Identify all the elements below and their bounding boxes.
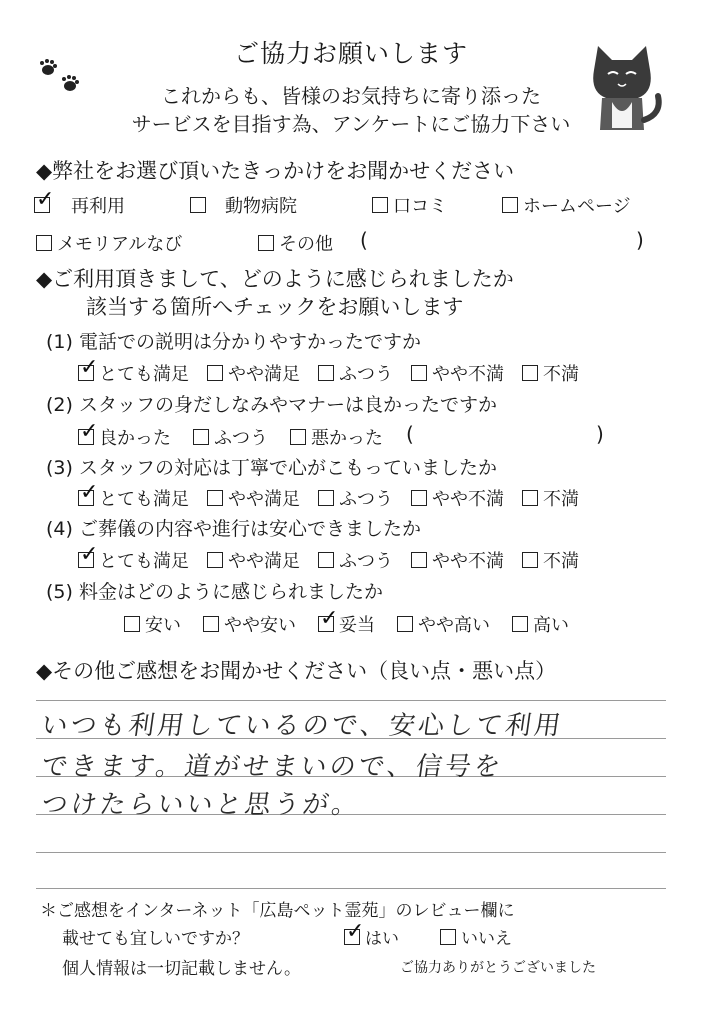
q3-somewhat-satisfied[interactable]: やや満足 <box>207 485 300 511</box>
intro-line-1: これからも、皆様のお気持ちに寄り添った <box>161 84 541 108</box>
option-reuse[interactable]: ✓ 再利用 <box>36 187 125 217</box>
writing-line <box>36 852 666 853</box>
writing-line <box>36 888 666 889</box>
q4-dissatisfied[interactable]: 不満 <box>522 547 579 573</box>
q5-somewhat-expensive[interactable]: やや高い <box>397 611 490 637</box>
q1-somewhat-satisfied[interactable]: やや満足 <box>207 360 300 386</box>
option-word-of-mouth[interactable]: 口コミ <box>372 192 447 218</box>
checkbox[interactable] <box>372 197 388 213</box>
q3-somewhat-dissatisfied[interactable]: やや不満 <box>411 485 504 511</box>
question-1: (1) 電話での説明は分かりやすかったですか <box>46 331 421 353</box>
consent-no[interactable]: いいえ <box>440 924 512 949</box>
q4-options <box>78 542 579 573</box>
question-5: (5) 料金はどのように感じられましたか <box>46 581 383 603</box>
section-heading-reason: ◆弊社をお選び頂いたきっかけをお聞かせください <box>36 159 515 183</box>
handwritten-comment-line-1: いつも利用しているので、安心して利用 <box>39 711 566 741</box>
q3-options <box>78 480 579 511</box>
q5-expensive[interactable]: 高い <box>512 611 569 637</box>
q3-very-satisfied[interactable]: ✓ とても満足 <box>80 480 189 510</box>
q4-somewhat-dissatisfied[interactable]: やや不満 <box>411 547 504 573</box>
other-close-paren: ) <box>636 228 644 252</box>
q5-reasonable[interactable]: ✓ 妥当 <box>320 606 375 636</box>
option-homepage[interactable]: ホームページ <box>502 192 631 218</box>
q5-options <box>124 606 569 637</box>
q1-very-satisfied[interactable]: ✓ とても満足 <box>80 355 189 385</box>
q1-dissatisfied[interactable]: 不満 <box>522 360 579 386</box>
q2-good[interactable]: ✓ 良かった <box>80 419 171 449</box>
question-2: (2) スタッフの身だしなみやマナーは良かったですか <box>46 394 497 416</box>
q2-bad[interactable]: 悪かった <box>290 424 383 450</box>
q2-normal[interactable]: ふつう <box>193 424 268 450</box>
handwritten-comment-line-3: つけたらいいと思うが。 <box>39 790 363 820</box>
checkbox-checked[interactable]: ✓ <box>346 918 365 944</box>
section-heading-comments: ◆その他ご感想をお聞かせください（良い点・悪い点） <box>36 659 557 683</box>
checkbox[interactable] <box>440 929 456 945</box>
q2-open-paren: ( <box>406 422 414 446</box>
q4-somewhat-satisfied[interactable]: やや満足 <box>207 547 300 573</box>
checkbox[interactable] <box>36 235 52 251</box>
q5-somewhat-cheap[interactable]: やや安い <box>203 611 296 637</box>
writing-line <box>36 700 666 701</box>
q4-normal[interactable]: ふつう <box>318 547 393 573</box>
q1-normal[interactable]: ふつう <box>318 360 393 386</box>
consent-yes[interactable]: ✓ はい <box>346 918 399 949</box>
option-animal-hospital[interactable]: 動物病院 <box>190 192 297 218</box>
checkbox[interactable] <box>190 197 206 213</box>
checkbox[interactable] <box>258 235 274 251</box>
question-3: (3) スタッフの対応は丁寧で心がこもっていましたか <box>46 457 497 479</box>
intro-line-2: サービスを目指す為、アンケートにご協力下さい <box>131 112 571 136</box>
q3-normal[interactable]: ふつう <box>318 485 393 511</box>
q2-close-paren: ) <box>596 422 604 446</box>
form-title: ご協力お願いします <box>233 39 468 68</box>
q4-very-satisfied[interactable]: ✓ とても満足 <box>80 542 189 572</box>
section-heading-impression: ◆ご利用頂きまして、どのように感じられましたか <box>36 267 514 291</box>
review-consent-question: ＊ご感想をインターネット「広島ペット霊苑」のレビュー欄に <box>40 901 515 921</box>
checkbox-checked[interactable]: ✓ <box>36 187 55 212</box>
question-4: (4) ご葬儀の内容や進行は安心できましたか <box>46 518 421 540</box>
q2-options <box>78 419 383 450</box>
handwritten-comment-line-2: できます。道がせまいので、信号を <box>39 752 506 782</box>
section-subheading: 該当する箇所へチェックをお願いします <box>86 295 464 319</box>
option-other[interactable]: その他 <box>258 230 333 256</box>
q3-dissatisfied[interactable]: 不満 <box>522 485 579 511</box>
option-memorial-navi[interactable]: メモリアルなび <box>36 230 182 256</box>
q1-options <box>78 355 579 386</box>
thanks-note: ご協力ありがとうございました <box>400 960 596 976</box>
review-consent-question-2: 載せても宜しいですか？ <box>62 929 249 949</box>
privacy-note: 個人情報は一切記載しません。 <box>62 959 302 979</box>
other-open-paren: ( <box>360 228 368 252</box>
q5-cheap[interactable]: 安い <box>124 611 181 637</box>
q1-somewhat-dissatisfied[interactable]: やや不満 <box>411 360 504 386</box>
checkbox[interactable] <box>502 197 518 213</box>
